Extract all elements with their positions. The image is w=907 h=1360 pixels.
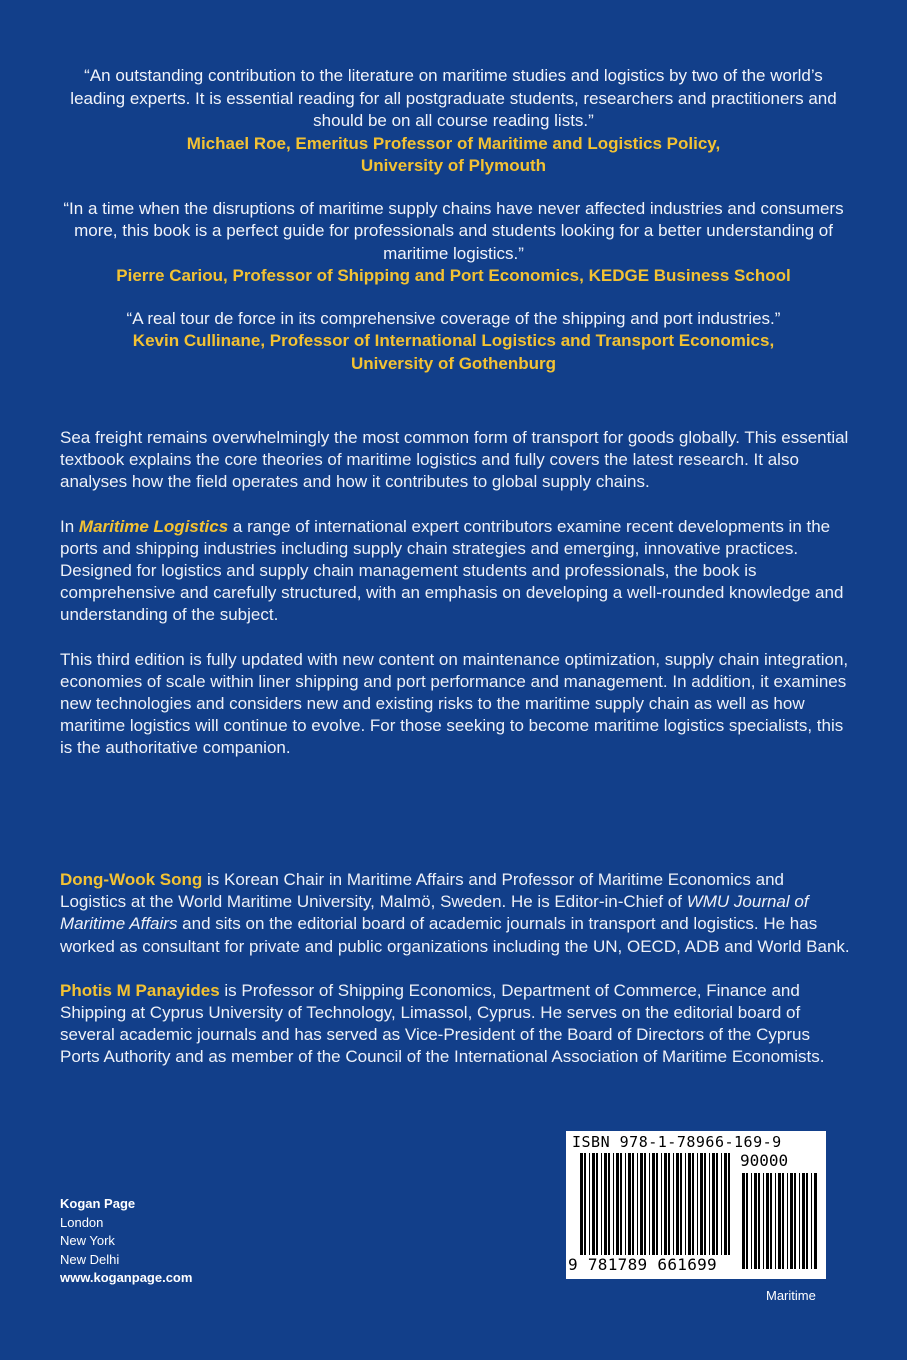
barcode-bar (637, 1153, 638, 1255)
endorsement (60, 198, 847, 288)
barcode-bar (754, 1173, 757, 1269)
barcode-bar (728, 1153, 730, 1255)
barcode-bar (640, 1153, 643, 1255)
bio-text: and sits on the editorial board of academic journals in transport and logistics. He has worked as consultant for private and public organizations including the UN, OECD, ADB and World Bank. (60, 914, 850, 956)
author-name: Photis M Panayides (60, 980, 220, 1000)
barcode-bar (589, 1153, 590, 1255)
publisher-url: www.koganpage.com (60, 1270, 193, 1285)
endorsements (60, 65, 847, 395)
barcode-bar (704, 1153, 706, 1255)
barcode-bar (700, 1153, 703, 1255)
book-title: Maritime Logistics (78, 516, 229, 536)
barcode-bar (799, 1173, 800, 1269)
barcode-bar (770, 1173, 772, 1269)
publisher-name: Kogan Page (60, 1196, 136, 1211)
description-text: a range of international expert contributors examine recent developments in the ports and shipping industries including supply chain strategies and emerging, innovative practices. Designed for logistics and supply chain management students and professionals, the book is comprehensive and carefully structured, with an emphasis on developing a well-rounded knowledge and understanding of the subject. (60, 516, 844, 625)
barcode-bar (814, 1173, 817, 1269)
publisher-city: New York (60, 1233, 115, 1248)
barcode-bar (746, 1173, 748, 1269)
endorsement-text: “A real tour de force in its comprehensive coverage of the shipping and port industries.” (126, 308, 781, 328)
barcode-bar (751, 1173, 752, 1269)
barcode-bar (644, 1153, 646, 1255)
description-prefix: In (60, 516, 79, 536)
publisher-info (60, 1195, 192, 1288)
publisher-city: London (60, 1214, 104, 1230)
barcode-bar (652, 1153, 655, 1255)
book-description (60, 427, 850, 782)
barcode-bar (596, 1153, 598, 1255)
endorsement-author: Kevin Cullinane, Professor of International Logistics and Transport Economics, (132, 331, 775, 350)
barcode-bar (688, 1153, 691, 1255)
barcode-bar (628, 1153, 631, 1255)
author-bios (60, 869, 850, 1091)
author-bio (60, 869, 850, 958)
barcode-bar (661, 1153, 662, 1255)
isbn-barcode (566, 1131, 826, 1279)
endorsement (60, 65, 847, 178)
barcode-bar (716, 1153, 718, 1255)
barcode-bar (782, 1173, 784, 1269)
barcode-bar (668, 1153, 670, 1255)
barcode-bar (709, 1153, 710, 1255)
description-paragraph: This third edition is fully updated with new content on maintenance optimization, supply chain integration, economies of scale within liner shipping and port performance and management. In addition, it examines new technologies and considers new and existing risks to the maritime supply chain as well as how maritime logistics will continue to evolve. For those seeking to become maritime logistics specialists, this is the authoritative companion. (60, 649, 849, 758)
barcode-bar (794, 1173, 796, 1269)
barcode-bar (697, 1153, 698, 1255)
barcode-bar (592, 1153, 595, 1255)
barcode-bar (724, 1153, 727, 1255)
publisher-city: New Delhi (60, 1251, 120, 1267)
barcode-bar (802, 1173, 805, 1269)
endorsement-author: Michael Roe, Emeritus Professor of Maritime and Logistics Policy, (186, 133, 721, 153)
barcode-bar (620, 1153, 622, 1255)
bio-text: is Korean Chair in Maritime Affairs and Professor of Maritime Economics and Logistics at the World Maritime University, Malmö, Sweden. He is Editor-in-Chief of (60, 870, 784, 912)
barcode-bar (584, 1153, 586, 1255)
barcode-bar (676, 1153, 679, 1255)
journal-title: WMU Journal of Maritime Affairs (60, 892, 809, 934)
endorsement-affiliation: University of Plymouth (360, 156, 547, 175)
barcode-ean-number: 9 781789 661699 (568, 1255, 717, 1274)
isbn-label: ISBN 978-1-78966-169-9 (572, 1133, 782, 1151)
author-bio (60, 980, 850, 1069)
endorsement-affiliation: University of Gothenburg (351, 353, 556, 373)
barcode-bar (604, 1153, 607, 1255)
barcode-bar (787, 1173, 788, 1269)
barcode-bar (632, 1153, 634, 1255)
barcode-bar (608, 1153, 610, 1255)
barcode-bar (775, 1173, 776, 1269)
barcode-bar (778, 1173, 781, 1269)
endorsement-author: Pierre Cariou, Professor of Shipping and Port Economics, KEDGE Business School (116, 266, 791, 285)
barcode-bar (656, 1153, 658, 1255)
bio-text: is Professor of Shipping Economics, Department of Commerce, Finance and Shipping at Cyprus University of Technology, Limassol, Cyprus. He serves on the editorial board of several academic journals and has served as Vice-President of the Board of Directors of the Cyprus Ports Authority and as member of the Council of the International Association of Maritime Economists. (60, 980, 825, 1067)
barcode-bar (692, 1153, 694, 1255)
barcode-bar (616, 1153, 619, 1255)
endorsement-text: “In a time when the disruptions of maritime supply chains have never affected industries and consumers more, this book is a perfect guide for professionals and students looking for a better understanding of maritime logistics.” (63, 198, 844, 263)
subject-category: Maritime (766, 1288, 816, 1303)
barcode-bar (685, 1153, 686, 1255)
barcode-bar (613, 1153, 614, 1255)
endorsement-text: “An outstanding contribution to the literature on maritime studies and logistics by two of the world’s leading experts. It is essential reading for all postgraduate students, researchers and practitioners and should be on all course reading lists.” (70, 66, 837, 130)
barcode-bar (712, 1153, 715, 1255)
barcode-bar (811, 1173, 812, 1269)
barcode-bar (625, 1153, 626, 1255)
barcode-bar (601, 1153, 602, 1255)
barcode-bar (790, 1173, 793, 1269)
barcode-bar (766, 1173, 769, 1269)
endorsement (60, 308, 847, 376)
barcode-addon-number: 90000 (740, 1151, 789, 1170)
description-paragraph (60, 516, 850, 627)
barcode-bar (673, 1153, 674, 1255)
description-paragraph: Sea freight remains overwhelmingly the most common form of transport for goods globally. This essential textbook explains the core theories of maritime logistics and fully covers the latest research. It also analyses how the field operates and how it contributes to global supply chains. (60, 428, 849, 492)
barcode-bar (721, 1153, 722, 1255)
barcode-bar (742, 1173, 745, 1269)
barcode-bar (580, 1153, 583, 1255)
barcode-bar (758, 1173, 760, 1269)
barcode-bar (649, 1153, 650, 1255)
barcode-bar (664, 1153, 667, 1255)
barcode-bar (806, 1173, 808, 1269)
author-name: Dong-Wook Song (60, 870, 203, 889)
barcode-bar (680, 1153, 682, 1255)
barcode-bar (763, 1173, 764, 1269)
